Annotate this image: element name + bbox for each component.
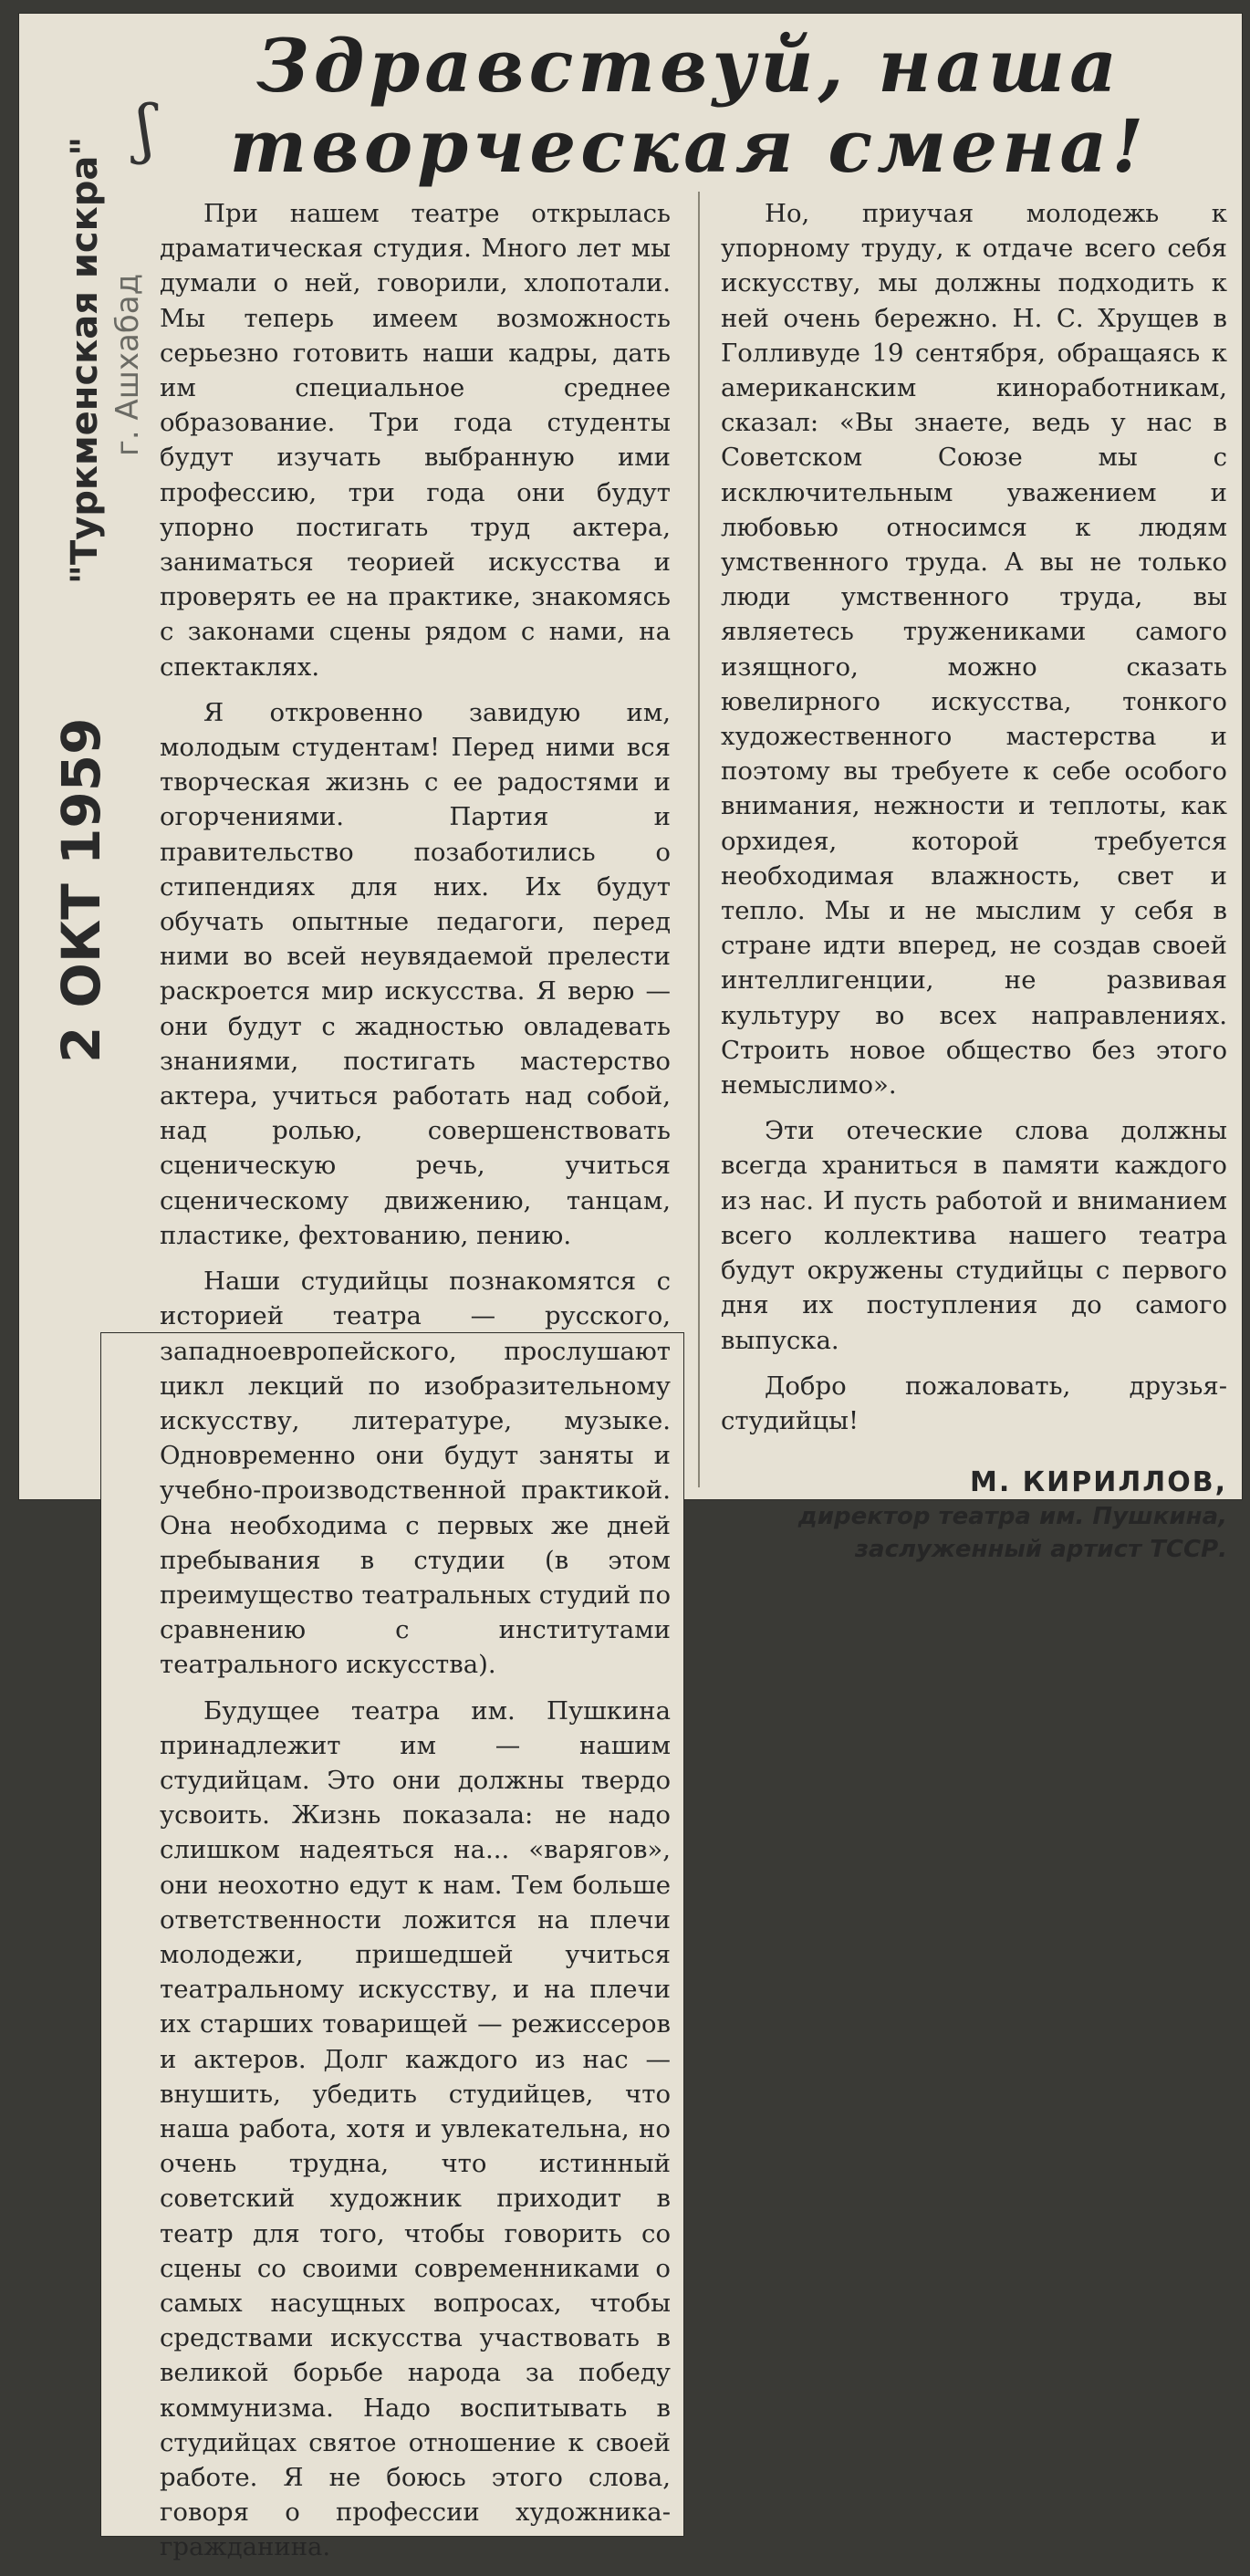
author-title: директор театра им. Пушкина, [797, 1503, 1227, 1531]
signature [721, 1465, 1227, 1566]
paragraph: При нашем театре открылась драматическая студия. Много лет мы думали о ней, говорили, хлопотали. Мы теперь имеем возможность серьезно готовить наши кадры, дать им специальное среднее образование. Три года студенты будут изучать выбранную ими профессию, три года они будут упорно постигать труд актера, заниматься теорией искусства и проверять ее на практике, знакомясь с законами сцены рядом с нами, на спектаклях. [160, 199, 671, 682]
paragraph: Наши студийцы познакомятся с историей театра — русского, западноевропейского, прослушают цикл лекций по изобразительному искусству, литературе, музыке. Одновременно они будут заняты и учебно-производственной практикой. Она необходима с первых же дней пребывания в студии (в этом преимущество театральных студий по сравнению с институтами театрального искусства). [160, 1267, 671, 1680]
paragraph: Я откровенно завидую им, молодым студентам! Перед ними вся творческая жизнь с ее радостями и огорчениями. Партия и правительство позаботились о стипендиях для них. Их будут обучать опытные педагоги, перед ними во всей неувядаемой прелести раскроется мир искусства. Я верю — они будут с жадностью овладевать знаниями, постигать мастерство актера, учиться работать над собой, над ролью, совершенствовать сценическую речь, учиться сценическому движению, танцам, пластике, фехтованию, пению. [160, 697, 671, 1250]
newspaper-stamp: "Туркменская искра" [64, 136, 106, 584]
headline-line-1: Здравствуй, наша [256, 23, 1121, 109]
column-divider [698, 192, 700, 1487]
paragraph: Будущее театра им. Пушкина принадлежит им — нашим студийцам. Это они должны твердо усвоить. Жизнь показала: не надо слишком надеяться на... «варягов», они неохотно едут к нам. Тем больше ответственности ложится на плечи молодежи, пришедшей учиться театральному искусству, и на плечи их старших товарищей — режиссеров и актеров. Долг каждого из нас — внушить, убедить студийцев, что наша работа, хотя и увлекательна, но очень трудна, что истинный советский художник приходит в театр для того, чтобы говорить со сцены со своими современниками о самых насущных вопросах, чтобы средствами искусства участвовать в великой борьбе народа за победу коммунизма. Надо воспитывать в студийцах святое отношение к своей работе. Я не боюсь этого слова, говоря о профессии художника-гражданина. [160, 1695, 671, 2562]
right-column [721, 196, 1227, 1566]
author-name: М. КИРИЛЛОВ, [969, 1466, 1227, 1499]
headline [210, 23, 1168, 189]
paragraph: Эти отеческие слова должны всегда храниться в памяти каждого из нас. И пусть работой и вниманием всего коллектива нашего театра будут окружены студийцы с первого дня их поступления до самого выпуска. [721, 1116, 1227, 1355]
city-stamp: г. Ашхабад [109, 273, 146, 456]
left-column [160, 196, 671, 2576]
headline-line-2: творческая смена! [229, 103, 1149, 189]
handwritten-mark: ʃ [137, 91, 155, 166]
paragraph: Но, приучая молодежь к упорному труду, к отдаче всего себя искусству, мы должны подходить к ней очень бережно. Н. С. Хрущев в Голливуде 19 сентября, обращаясь к американским киноработникам, сказал: «Вы знаете, ведь у нас в Советском Союзе мы с исключительным уважением и любовью относимся к людям умственного труда. А вы не только люди умственного труда, вы являетесь тружениками самого изящного, можно сказать ювелирного искусства, тонкого художественного мастерства и поэтому вы требуете к себе особого внимания, нежности и теплоты, как орхидея, которой требуется необходимая влажность, свет и тепло. Мы и не мыслим у себя в стране идти вперед, не создав своей интеллигенции, не развивая культуру во всех направлениях. Строить новое общество без этого немыслимо». [721, 199, 1227, 1100]
author-title-2: заслуженный артист ТССР. [854, 1536, 1227, 1564]
paragraph: Добро пожаловать, друзья-студийцы! [721, 1371, 1227, 1435]
date-stamp: 2 ОКТ 1959 [50, 717, 112, 1063]
